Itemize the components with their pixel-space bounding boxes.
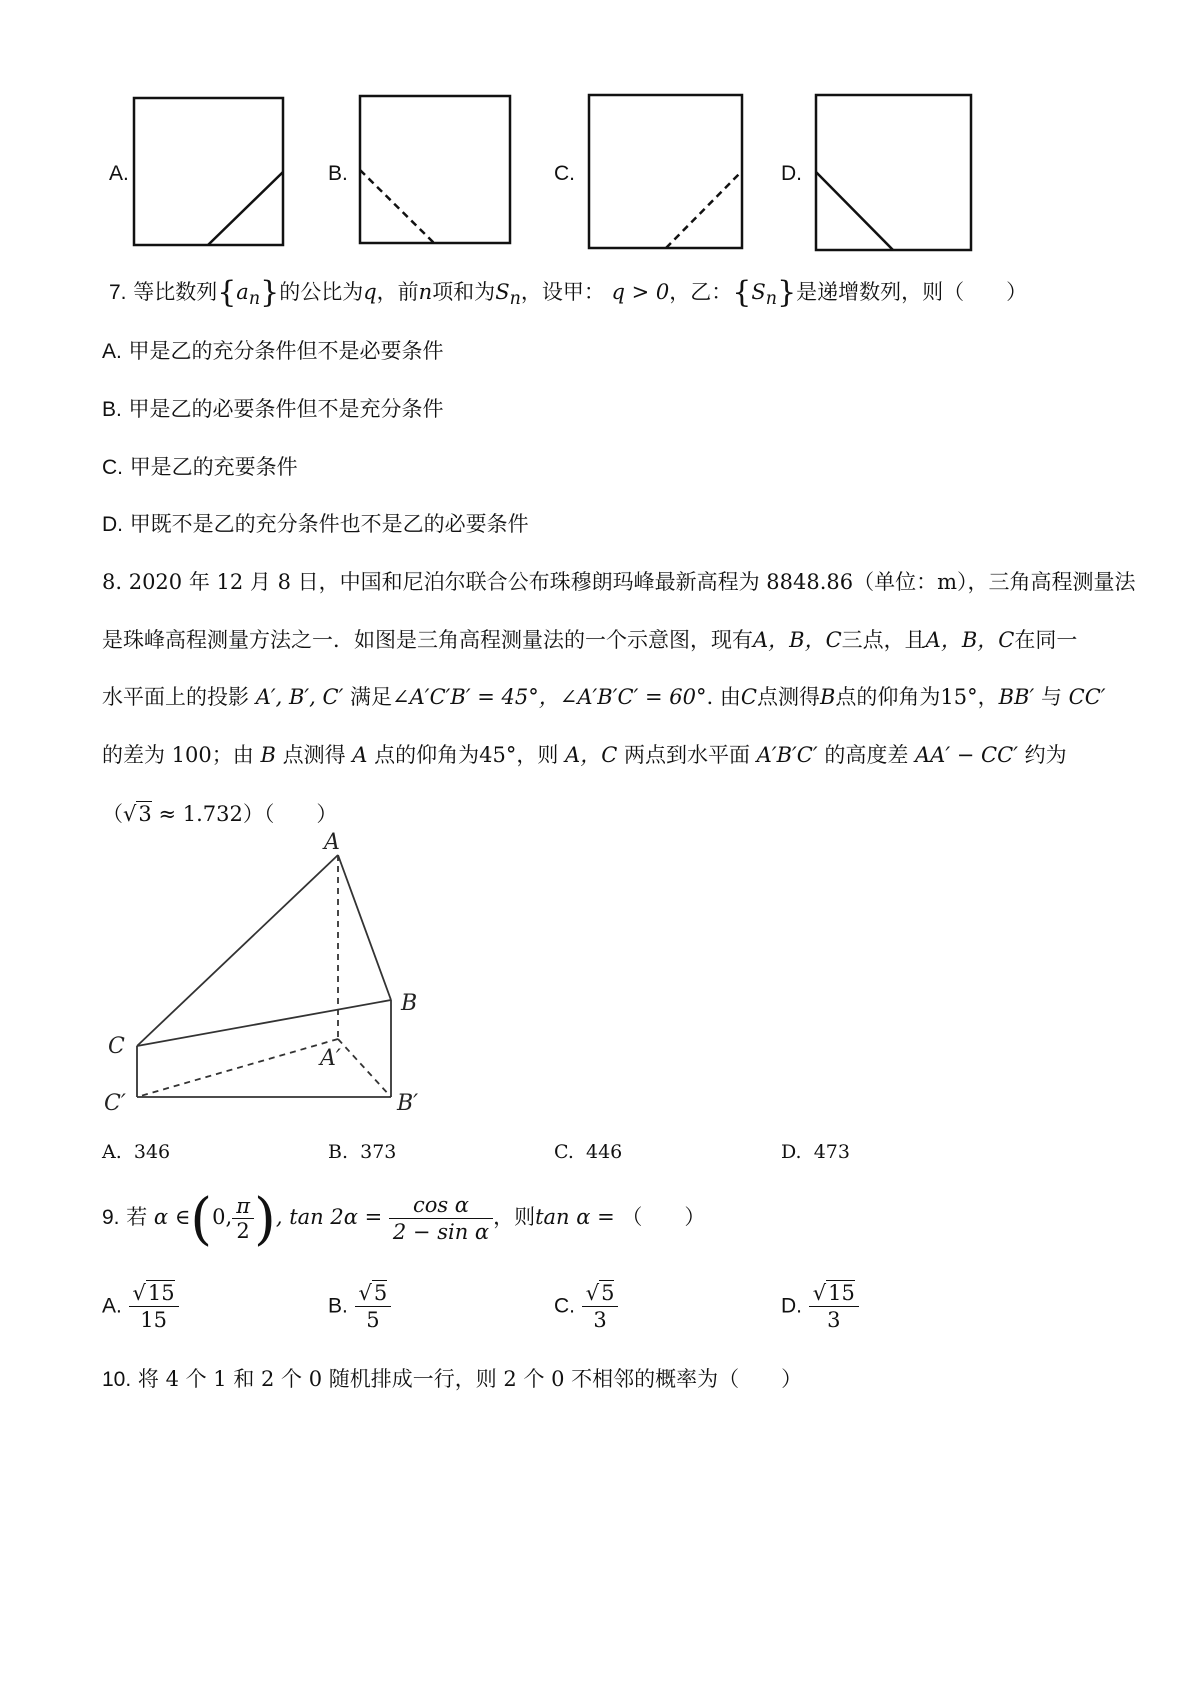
q7-text-7: 是递增数列，则（ ）: [796, 280, 1028, 304]
q8-l4-j: A′B′C′: [756, 743, 818, 767]
q8-option-b-value: 373: [360, 1141, 397, 1163]
q7-stem: [109, 275, 1028, 313]
q9-option-b-label: B.: [328, 1294, 348, 1318]
q8-option-c-value: 446: [586, 1141, 623, 1163]
q7-option-c[interactable]: [102, 453, 298, 482]
q7-text-3: ，前: [376, 280, 419, 304]
q6-option-d-label[interactable]: D.: [781, 162, 802, 185]
q8-option-b-label: B.: [328, 1141, 349, 1163]
q6-figure-b: [360, 96, 510, 243]
q6-figure-a: [134, 98, 283, 245]
q9-option-b-den: 5: [366, 1308, 380, 1332]
q9-option-a-label: A.: [102, 1294, 122, 1318]
q8-l3-l: BB′: [998, 685, 1035, 709]
q7-sub-n-3: n: [765, 289, 778, 310]
q8-l4-k: 的高度差: [824, 743, 909, 767]
q8-line-2: [102, 626, 1077, 654]
left-brace-icon: {: [732, 275, 752, 310]
q7-text-1: 等比数列: [133, 280, 218, 304]
q9-two: 2: [236, 1219, 250, 1243]
q7-cond: q > 0: [611, 280, 670, 304]
q8-l5-a: （: [102, 802, 123, 826]
q6-figure-d: [816, 95, 971, 250]
q6-figures: [0, 0, 1200, 270]
q10-number: 10.: [102, 1368, 132, 1391]
label-a-prime: A′: [320, 1046, 341, 1071]
q8-l3-m: 与: [1040, 685, 1062, 709]
sqrt-icon: √: [585, 1281, 600, 1305]
q8-option-b[interactable]: [328, 1141, 396, 1163]
q9-pi-over-2: [232, 1194, 254, 1243]
q9-option-a-den: 15: [140, 1308, 167, 1332]
q8-option-d-value: 473: [813, 1141, 850, 1163]
q8-l3-h: B: [819, 685, 836, 709]
q9-tail-b: （ ）: [621, 1205, 706, 1229]
q7-text-6: ，乙：: [669, 280, 733, 304]
q7-text-4: 项和为: [432, 280, 496, 304]
q8-l4-l: AA′ − CC′: [915, 743, 1018, 767]
q8-option-a-value: 346: [133, 1141, 171, 1163]
edge-ab: [338, 855, 391, 1000]
q8-l5-sqrt: 3: [138, 802, 152, 826]
q8-l4-g: ，则: [516, 743, 559, 767]
q7-option-b-label: B.: [102, 398, 122, 421]
q7-sub-n: n: [248, 289, 261, 310]
q9-cos: cos α: [389, 1192, 493, 1219]
q10-stem: [102, 1365, 802, 1394]
q8-l4-i: 两点到水平面: [623, 743, 750, 767]
q9-zero: 0,: [212, 1205, 233, 1229]
q8-l3-n: CC′: [1068, 685, 1106, 709]
q9-option-b[interactable]: [328, 1280, 391, 1333]
q7-option-a[interactable]: [102, 337, 444, 366]
q8-l2-e: 在同一: [1014, 628, 1078, 652]
q8-triangulation-figure: [90, 820, 490, 1140]
q9-number: 9.: [102, 1206, 120, 1229]
q9-option-c-den: 3: [593, 1308, 607, 1332]
edge-cb: [137, 1000, 391, 1046]
label-b-prime: B′: [397, 1091, 419, 1116]
q7-q: q: [363, 280, 377, 304]
q9-option-c[interactable]: [554, 1280, 618, 1333]
q8-l3-d: ∠A′C′B′ = 45°，∠A′B′C′ = 60°: [392, 685, 707, 709]
edge-a1b1: [338, 1039, 391, 1097]
q8-l3-b: A′, B′, C′: [255, 685, 344, 709]
q7-text-2: 的公比为: [279, 280, 364, 304]
q8-l4-f: 45°: [479, 743, 517, 767]
q8-l3-f: C: [740, 685, 757, 709]
q7-option-d[interactable]: [102, 510, 529, 539]
q8-l4-a: 的差为 100；由: [102, 743, 254, 767]
right-paren-icon: ): [254, 1187, 276, 1252]
q7-number: 7.: [109, 281, 127, 304]
q7-option-b-text: 甲是乙的必要条件但不是充分条件: [128, 397, 444, 421]
label-c: C: [108, 1034, 125, 1059]
q9-den: 2 − sin α: [392, 1220, 490, 1244]
right-brace-icon: }: [260, 275, 280, 310]
q9-option-d-fraction: [809, 1280, 859, 1333]
q6-option-c-label[interactable]: C.: [554, 162, 575, 185]
sqrt-icon: √: [358, 1281, 372, 1305]
q8-option-a[interactable]: [102, 1141, 170, 1163]
q8-l4-m: 约为: [1024, 743, 1067, 767]
q9-pi: π: [232, 1194, 254, 1219]
label-c-prime: C′: [104, 1091, 126, 1116]
q9-option-c-fraction: [582, 1280, 619, 1333]
q7-S-2: S: [751, 280, 766, 304]
left-paren-icon: (: [190, 1187, 213, 1252]
edge-a1c1: [137, 1039, 338, 1097]
q6-option-b-label[interactable]: B.: [328, 162, 348, 185]
q8-l3-k: ，: [977, 685, 999, 709]
q9-rhs-fraction: [389, 1192, 493, 1245]
q9-tan2a: , tan 2α =: [275, 1205, 383, 1229]
q9-option-d-num: 15: [828, 1281, 855, 1305]
label-b: B: [401, 991, 418, 1016]
left-brace-icon: {: [217, 275, 237, 310]
q9-option-a[interactable]: [102, 1280, 179, 1333]
q7-option-c-text: 甲是乙的充要条件: [129, 455, 298, 479]
q8-l3-a: 水平面上的投影: [102, 685, 249, 709]
q7-option-a-text: 甲是乙的充分条件但不是必要条件: [128, 339, 444, 363]
q8-line-3: [102, 683, 1106, 711]
label-a: A: [324, 830, 340, 855]
q7-option-b[interactable]: [102, 395, 444, 424]
q8-l2-c: 三点，且: [841, 628, 926, 652]
q8-l4-c: 点测得: [282, 743, 346, 767]
q8-option-d-label: D.: [781, 1141, 802, 1163]
sqrt-icon: √: [132, 1281, 146, 1305]
q7-option-a-label: A.: [102, 340, 122, 363]
q9-option-c-num: 5: [601, 1281, 615, 1305]
q9-tail-a: ，则: [493, 1205, 536, 1229]
q8-option-c-label: C.: [554, 1141, 574, 1163]
q8-option-d[interactable]: [781, 1141, 850, 1163]
q8-option-a-label: A.: [102, 1141, 122, 1163]
q8-l3-j: 15°: [940, 685, 978, 709]
q7-option-d-text: 甲既不是乙的充分条件也不是乙的必要条件: [129, 512, 529, 536]
q8-l4-e: 点的仰角为: [374, 743, 480, 767]
q7-option-d-label: D.: [102, 513, 123, 536]
q8-l4-h: A，C: [565, 743, 618, 767]
q7-n: n: [418, 280, 433, 304]
q8-l3-c: 满足: [350, 685, 393, 709]
q7-text-5: ，设甲：: [520, 280, 605, 304]
q8-l4-b: B: [260, 743, 276, 767]
q10-text: 将 4 个 1 和 2 个 0 随机排成一行，则 2 个 0 不相邻的概率为（ ）: [137, 1367, 803, 1391]
sqrt-icon: √: [123, 802, 137, 826]
q9-option-a-num: 15: [147, 1281, 175, 1305]
q7-sub-n-2: n: [509, 289, 521, 310]
q9-option-d-label: D.: [781, 1294, 802, 1318]
q9-option-c-label: C.: [554, 1294, 575, 1318]
q7-S: S: [495, 280, 510, 304]
sqrt-icon: √: [812, 1281, 827, 1305]
q9-option-b-num: 5: [373, 1281, 388, 1305]
q8-l3-i: 点的仰角为: [835, 685, 941, 709]
q8-l2-d: A，B，C: [925, 628, 1015, 652]
q9-ruo: 若: [126, 1205, 148, 1229]
q7-option-c-label: C.: [102, 456, 123, 479]
q8-l2-a: 是珠峰高程测量方法之一．如图是三角高程测量法的一个示意图，现有: [102, 628, 753, 652]
q9-alpha-in: α ∈: [153, 1205, 191, 1229]
q6-figure-c: [589, 95, 742, 248]
q8-option-c[interactable]: [554, 1141, 622, 1163]
q8-l5-b: ≈ 1.732）（ ）: [151, 802, 338, 826]
q9-stem: [102, 1187, 706, 1252]
q9-option-b-fraction: [355, 1280, 392, 1333]
q8-line-4: [102, 741, 1067, 769]
q9-option-a-fraction: [129, 1280, 179, 1333]
right-brace-icon: }: [777, 275, 797, 310]
q8-l3-e: . 由: [706, 685, 741, 709]
edge-ac: [137, 855, 338, 1046]
q8-l3-g: 点测得: [756, 685, 820, 709]
q8-l2-b: A，B，C: [753, 628, 842, 652]
q8-line-1: 8. 2020 年 12 月 8 日，中国和尼泊尔联合公布珠穆朗玛峰最新高程为 8848.86（单位：m），三角高程测量法: [102, 570, 1136, 594]
q8-l4-d: A: [352, 743, 368, 767]
q9-option-d-den: 3: [827, 1308, 841, 1332]
q7-a: a: [236, 280, 249, 304]
q9-tan-a: tan α =: [535, 1205, 615, 1229]
q6-option-a-label[interactable]: A.: [109, 162, 129, 185]
q9-option-d[interactable]: [781, 1280, 859, 1333]
